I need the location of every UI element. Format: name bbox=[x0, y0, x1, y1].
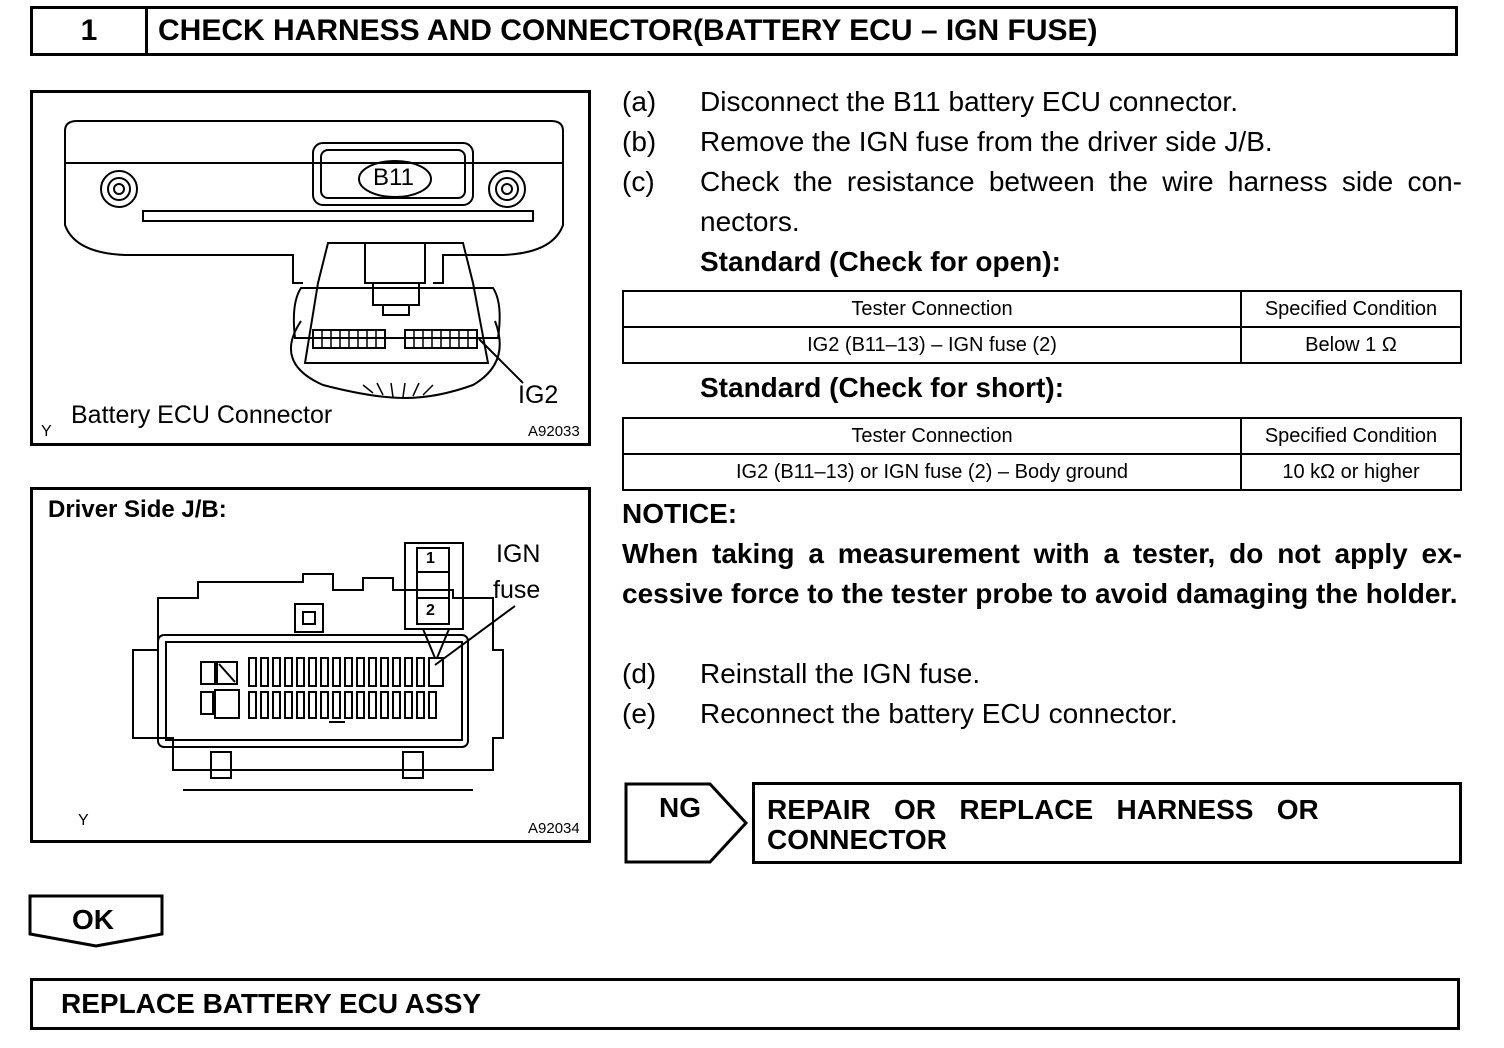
step-label: (d) bbox=[622, 658, 657, 689]
figure-code: A92033 bbox=[528, 423, 580, 440]
step-header bbox=[30, 6, 1458, 56]
standard-short-table bbox=[622, 417, 1462, 491]
table-cell: IG2 (B11–13) or IGN fuse (2) – Body ground bbox=[623, 454, 1241, 490]
figure-caption: Battery ECU Connector bbox=[71, 401, 333, 429]
ng-label: NG bbox=[659, 792, 701, 823]
battery-ecu-connector-drawing bbox=[33, 93, 591, 446]
figure-mark: Y bbox=[78, 812, 89, 829]
step-text: Check the resistance between the wire harness side con- nectors. bbox=[700, 166, 1462, 237]
step-a bbox=[622, 82, 1462, 122]
fuse-terminal-2: 2 bbox=[426, 602, 435, 619]
table-header-cell: Tester Connection bbox=[623, 291, 1241, 327]
table-row bbox=[623, 327, 1461, 363]
step-text: Remove the IGN fuse from the driver side J/B. bbox=[700, 126, 1273, 157]
step-title: CHECK HARNESS AND CONNECTOR(BATTERY ECU – IGN FUSE) bbox=[158, 14, 1098, 47]
ng-action-line1: REPAIR OR REPLACE HARNESS OR bbox=[767, 794, 1319, 825]
standard-short-heading: Standard (Check for short): bbox=[700, 372, 1065, 403]
table-cell: Below 1 Ω bbox=[1241, 327, 1461, 363]
step-text: Reconnect the battery ECU connector. bbox=[700, 698, 1178, 729]
table-header-cell: Tester Connection bbox=[623, 418, 1241, 454]
figure-title: Driver Side J/B: bbox=[48, 496, 227, 523]
step-d bbox=[622, 654, 1462, 694]
standard-open-heading: Standard (Check for open): bbox=[700, 246, 1061, 277]
table-row bbox=[623, 454, 1461, 490]
step-c bbox=[622, 162, 1462, 242]
step-label: (c) bbox=[622, 166, 655, 197]
ng-action-box bbox=[752, 782, 1462, 864]
step-text: Disconnect the B11 battery ECU connector. bbox=[700, 86, 1238, 117]
fuse-label-line1: IGN bbox=[496, 540, 541, 568]
step-label: (b) bbox=[622, 126, 657, 157]
step-text: Reinstall the IGN fuse. bbox=[700, 658, 981, 689]
table-header-cell: Specified Condition bbox=[1241, 418, 1461, 454]
fuse-label-line2: fuse bbox=[493, 576, 541, 604]
notice-body: When taking a measurement with a tester, do not apply ex- cessive force to the tester probe to avoid damaging the holder. bbox=[622, 538, 1462, 609]
ng-action-line2: CONNECTOR bbox=[767, 824, 947, 855]
step-label: (a) bbox=[622, 86, 657, 117]
ok-label: OK bbox=[72, 904, 114, 935]
connector-code-label: B11 bbox=[373, 164, 414, 191]
fuse-terminal-1: 1 bbox=[426, 550, 435, 567]
driver-side-jb-figure bbox=[30, 487, 591, 843]
table-header-row bbox=[623, 291, 1461, 327]
notice-heading: NOTICE: bbox=[622, 498, 738, 529]
standard-open-table bbox=[622, 290, 1462, 364]
step-number: 1 bbox=[33, 9, 148, 53]
figure-code: A92034 bbox=[528, 820, 580, 837]
battery-ecu-connector-figure bbox=[30, 90, 591, 446]
step-b bbox=[622, 122, 1462, 162]
step-e bbox=[622, 694, 1462, 734]
final-action: REPLACE BATTERY ECU ASSY bbox=[30, 978, 1460, 1030]
table-header-row bbox=[623, 418, 1461, 454]
table-cell: 10 kΩ or higher bbox=[1241, 454, 1461, 490]
figure-mark: Y bbox=[41, 423, 52, 440]
table-header-cell: Specified Condition bbox=[1241, 291, 1461, 327]
table-cell: IG2 (B11–13) – IGN fuse (2) bbox=[623, 327, 1241, 363]
step-label: (e) bbox=[622, 698, 657, 729]
pin-label-ig2: IG2 bbox=[518, 381, 559, 409]
